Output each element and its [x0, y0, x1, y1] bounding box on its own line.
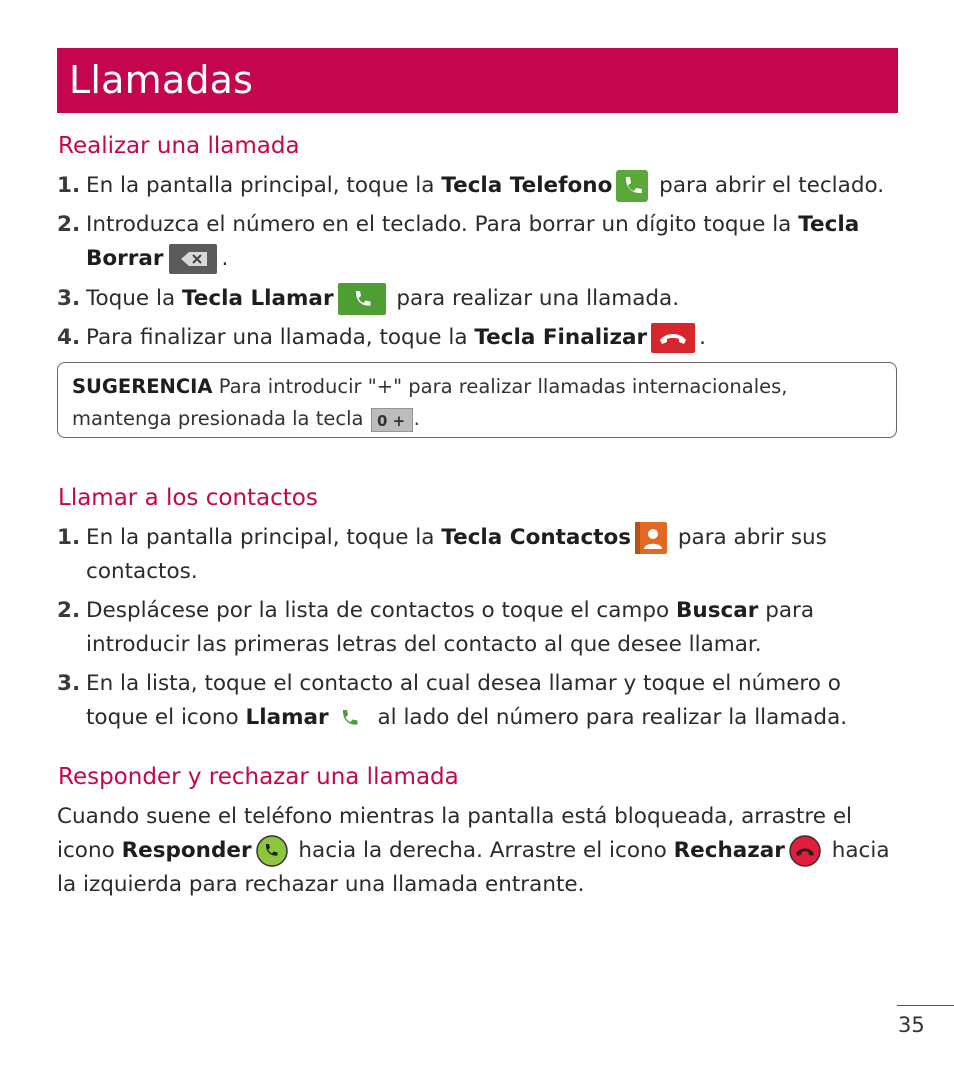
step-number: 3. — [57, 286, 81, 311]
page-number: 35 — [898, 1013, 925, 1037]
step-number: 4. — [57, 325, 81, 350]
step-text: para abrir el teclado. — [652, 173, 885, 198]
step-1-2 — [57, 208, 887, 276]
call-icon — [338, 283, 386, 315]
answer-reject-paragraph — [57, 800, 892, 902]
key-name: Buscar — [676, 598, 759, 623]
reject-icon — [789, 835, 821, 867]
section-heading-responder: Responder y rechazar una llamada — [58, 764, 459, 790]
answer-icon — [256, 835, 288, 867]
step-text: para introducir las primeras letras del contacto al que desee llamar. — [86, 598, 815, 657]
step-text: al lado del número para realizar la llamada. — [370, 705, 848, 730]
step-text: para realizar una llamada. — [389, 286, 680, 311]
key-name: Tecla Llamar — [181, 286, 334, 311]
step-text: Para finalizar una llamada, toque la — [86, 325, 475, 350]
small-phone-icon — [339, 707, 361, 729]
contacts-icon — [635, 522, 667, 554]
tip-end: . — [413, 407, 420, 430]
key-name: Responder — [121, 838, 252, 863]
step-text: En la pantalla principal, toque la — [86, 173, 442, 198]
step-text: Desplácese por la lista de contactos o toque el campo — [86, 598, 677, 623]
key-label: 0 + — [376, 411, 405, 430]
section-heading-realizar: Realizar una llamada — [58, 133, 300, 159]
step-number: 2. — [57, 598, 81, 623]
key-name: Llamar — [245, 705, 329, 730]
step-number: 1. — [57, 525, 81, 550]
key-name: Tecla Finalizar — [474, 325, 648, 350]
section-heading-contactos: Llamar a los contactos — [58, 485, 318, 511]
key-name: Tecla Contactos — [441, 525, 632, 550]
step-number: 2. — [57, 212, 81, 237]
page-title: Llamadas — [57, 48, 898, 113]
step-text: . — [699, 325, 706, 350]
zero-plus-key-icon — [371, 408, 413, 432]
step-text: Toque la — [86, 286, 182, 311]
key-name: Rechazar — [673, 838, 785, 863]
para-text: hacia la izquierda para rechazar una llamada entrante. — [57, 838, 890, 897]
step-text: En la lista, toque el contacto al cual desea llamar y toque el número o toque el icono — [86, 671, 841, 730]
step-text: para abrir sus contactos. — [86, 525, 827, 584]
phone-icon — [616, 170, 648, 202]
key-name: Tecla Telefono — [441, 173, 613, 198]
step-text: En la pantalla principal, toque la — [86, 525, 442, 550]
step-2-3 — [57, 667, 887, 735]
para-text: hacia la derecha. Arrastre el icono — [291, 838, 674, 863]
para-text: Cuando suene el teléfono mientras la pantalla está bloqueada, arrastre el icono — [57, 804, 853, 863]
step-2-2 — [57, 594, 887, 662]
step-1-3 — [57, 282, 887, 316]
tip-box — [57, 362, 897, 438]
key-name: Tecla Borrar — [86, 212, 860, 271]
step-1-1 — [57, 169, 887, 203]
page-number-rule — [897, 1005, 954, 1006]
step-1-4 — [57, 321, 887, 355]
step-text: Introduzca el número en el teclado. Para borrar un dígito toque la — [86, 212, 799, 237]
backspace-icon — [169, 244, 217, 274]
step-number: 3. — [57, 671, 81, 696]
step-2-1 — [57, 521, 887, 589]
step-number: 1. — [57, 173, 81, 198]
tip-text: Para introducir "+" para realizar llamadas internacionales, mantenga presionada la tecla — [72, 375, 788, 430]
tip-label: SUGERENCIA — [72, 375, 213, 398]
step-text: . — [221, 246, 229, 271]
end-call-icon — [651, 323, 695, 353]
